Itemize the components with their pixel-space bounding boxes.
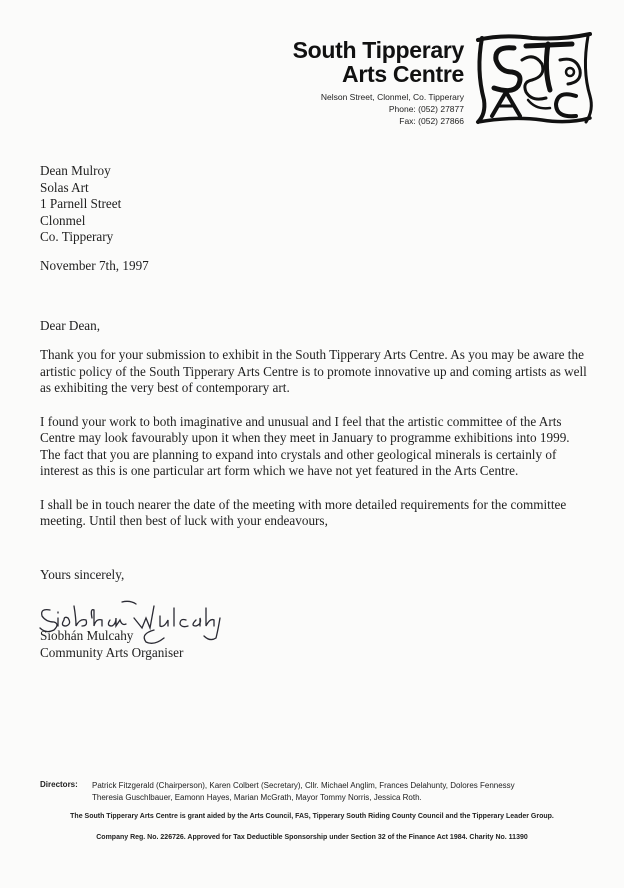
fax-line: Fax: (052) 27866 (399, 116, 464, 126)
body-paragraph: I found your work to both imaginative and unusual and I feel that the artistic committee of the Arts Centre may look favourably upon it when they meet in January to programme exhibitions into 1999. The fact that you are planning to expand into crystals and other geological minerals is certainly of interest as this is one particular art form which we have not yet featured in the Arts Centre. (40, 413, 570, 478)
address-line: Nelson Street, Clonmel, Co. Tipperary (320, 92, 464, 102)
org-name-line1: South Tipperary (292, 37, 464, 63)
grant-note: The South Tipperary Arts Centre is grant aided by the Arts Council, FAS, Tipperary South Riding County Council and the Tipperary Leader Group. (70, 813, 554, 820)
stac-logo-icon (472, 30, 596, 126)
salutation: Dear Dean, (40, 318, 101, 333)
recipient-address (40, 163, 121, 246)
body-paragraph: I shall be in touch nearer the date of the meeting with more detailed requirements for the committee meeting. Until then best of luck with your endeavours, (40, 496, 567, 528)
letter-date: November 7th, 1997 (40, 258, 149, 273)
recipient-town: Clonmel (40, 212, 86, 228)
recipient-name: Dean Mulroy (40, 163, 111, 178)
organisation-name (293, 38, 464, 86)
closing: Yours sincerely, (40, 567, 125, 582)
directors-line: Theresia Guschlbauer, Eamonn Hayes, Marian McGrath, Mayor Tommy Norris, Jessica Roth. (92, 793, 422, 802)
directors-list (92, 780, 515, 804)
recipient-county: Co. Tipperary (40, 229, 114, 244)
phone-line: Phone: (052) 27877 (388, 104, 464, 114)
body-paragraph: Thank you for your submission to exhibit in the South Tipperary Arts Centre. As you may be aware the artistic policy of the South Tipperary Arts Centre is to promote innovative up and coming artists as well as exhibiting the very best of contemporary art. (40, 347, 587, 395)
signatory-title: Community Arts Organiser (40, 644, 184, 660)
signatory (40, 628, 183, 661)
signatory-name: Siobhán Mulcahy (40, 628, 134, 643)
directors-label: Directors: (40, 780, 78, 789)
directors-line: Patrick Fitzgerald (Chairperson), Karen Colbert (Secretary), Cllr. Michael Anglim, Frances Delahunty, Dolores Fennessy (92, 781, 515, 790)
recipient-street: 1 Parnell Street (40, 196, 122, 211)
organisation-address (321, 91, 464, 127)
org-name-line2: Arts Centre (342, 61, 464, 87)
company-info: Company Reg. No. 226726. Approved for Tax Deductible Sponsorship under Section 32 of the Finance Act 1984. Charity No. 11390 (96, 834, 528, 841)
recipient-company: Solas Art (40, 179, 89, 195)
letter-body (40, 347, 590, 547)
